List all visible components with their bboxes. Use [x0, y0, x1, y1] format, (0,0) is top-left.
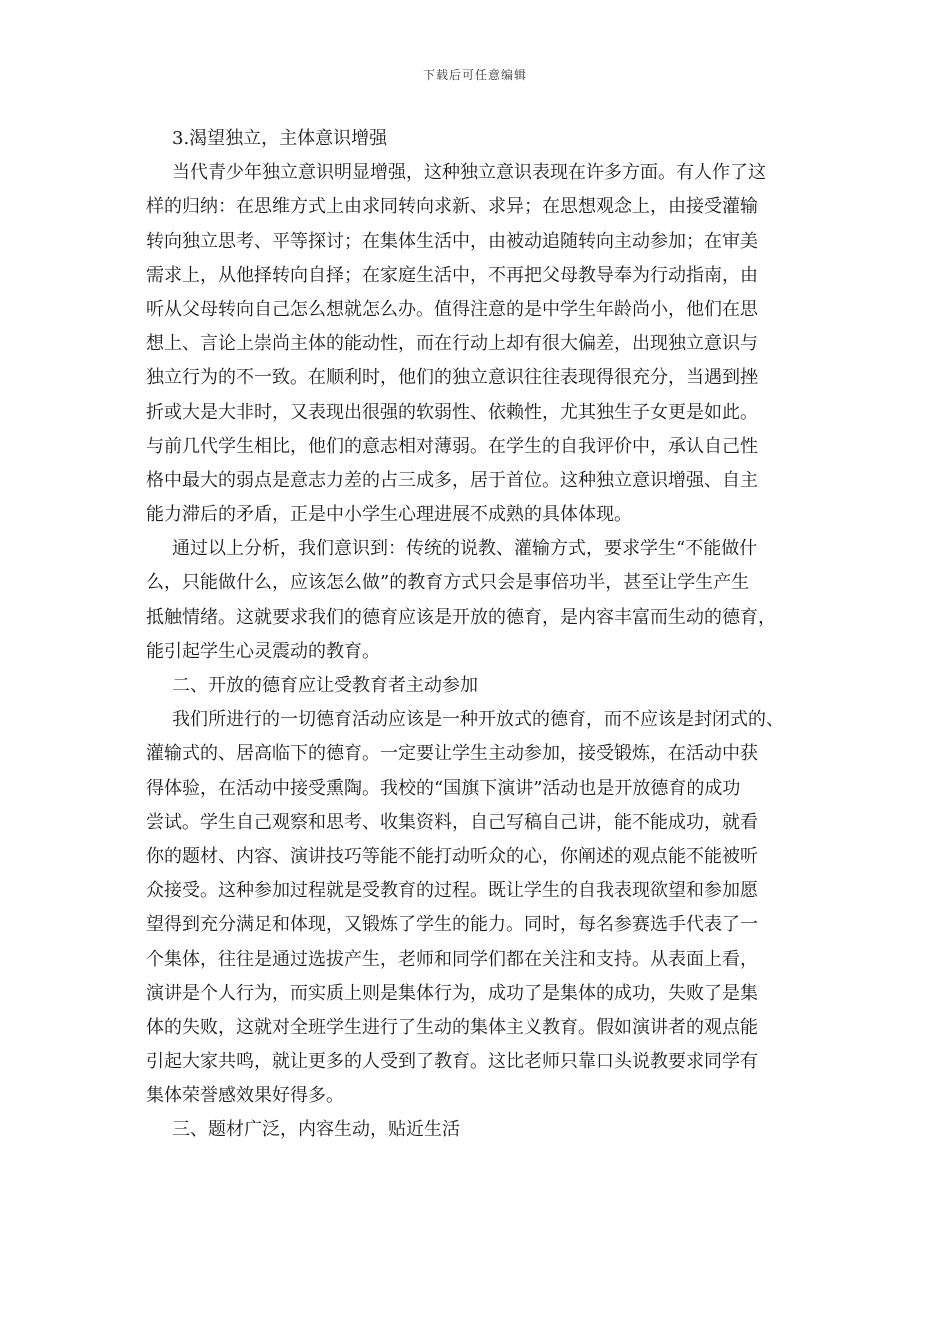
paragraph-line: 格中最大的弱点是意志力差的占三成多，居于首位。这种独立意识增强、自主: [146, 469, 758, 491]
paragraph-line: 能引起学生心灵震动的教育。: [146, 640, 380, 662]
paragraph-line: 你的题材、内容、演讲技巧等能不能打动听众的心，你阐述的观点能不能被听: [146, 845, 758, 867]
paragraph-line: 样的归纳：在思维方式上由求同转向求新、求异；在思想观念上，由接受灌输: [146, 196, 758, 218]
paragraph-line: 么，只能做什么，应该怎么做”的教育方式只会是事倍功半，甚至让学生产生: [146, 572, 750, 594]
paragraph-line: 转向独立思考、平等探讨；在集体生活中，由被动追随转向主动参加；在审美: [146, 230, 758, 252]
paragraph-line: 独立行为的不一致。在顺利时，他们的独立意识往往表现得很充分，当遇到挫: [146, 367, 758, 389]
paragraph-line: 尝试。学生自己观察和思考、收集资料，自己写稿自己讲，能不能成功，就看: [146, 811, 758, 833]
paragraph-line: 引起大家共鸣，就让更多的人受到了教育。这比老师只靠口头说教要求同学有: [146, 1051, 758, 1073]
paragraph-line: 折或大是大非时，又表现出很强的软弱性、依赖性，尤其独生子女更是如此。: [146, 401, 758, 423]
document-body: [146, 122, 822, 1148]
paragraph-line: 众接受。这种参加过程就是受教育的过程。既让学生的自我表现欲望和参加愿: [146, 880, 758, 902]
paragraph-line: 得体验，在活动中接受熏陶。我校的“国旗下演讲”活动也是开放德育的成功: [146, 777, 741, 799]
paragraph-line: 通过以上分析，我们意识到：传统的说教、灌输方式，要求学生“不能做什: [172, 538, 758, 560]
section-heading: 三、题材广泛，内容生动，贴近生活: [172, 1119, 460, 1141]
paragraph-line: 望得到充分满足和体现，又锻炼了学生的能力。同时，每名参赛选手代表了一: [146, 914, 758, 936]
paragraph-line: 我们所进行的一切德育活动应该是一种开放式的德育，而不应该是封闭式的、: [172, 709, 784, 731]
paragraph-line: 体的失败，这就对全班学生进行了生动的集体主义教育。假如演讲者的观点能: [146, 1016, 758, 1038]
paragraph-line: 与前几代学生相比，他们的意志相对薄弱。在学生的自我评价中，承认自己性: [146, 435, 758, 457]
paragraph-line: 听从父母转向自己怎么想就怎么办。值得注意的是中学生年龄尚小，他们在思: [146, 298, 758, 320]
paragraph-line: 想上、言论上崇尚主体的能动性，而在行动上却有很大偏差，出现独立意识与: [146, 333, 758, 355]
section-heading: 3.渴望独立，主体意识增强: [172, 128, 388, 149]
paragraph-line: 抵触情绪。这就要求我们的德育应该是开放的德育，是内容丰富而生动的德育，: [146, 606, 776, 628]
paragraph-line: 集体荣誉感效果好得多。: [146, 1085, 344, 1107]
paragraph-line: 灌输式的、居高临下的德育。一定要让学生主动参加，接受锻炼，在活动中获: [146, 743, 758, 765]
paragraph-line: 当代青少年独立意识明显增强，这种独立意识表现在许多方面。有人作了这: [172, 162, 766, 184]
paragraph-line: 能力滞后的矛盾，正是中小学生心理进展不成熟的具体体现。: [146, 504, 632, 526]
paragraph-line: 需求上，从他择转向自择；在家庭生活中，不再把父母教导奉为行动指南，由: [146, 264, 758, 286]
paragraph-line: 个集体，往往是通过选拔产生，老师和同学们都在关注和支持。从表面上看，: [146, 948, 758, 970]
section-heading: 二、开放的德育应让受教育者主动参加: [172, 675, 478, 696]
paragraph-line: 演讲是个人行为，而实质上则是集体行为，成功了是集体的成功，失败了是集: [146, 982, 758, 1004]
page-header-note: 下载后可任意编辑: [422, 68, 527, 82]
